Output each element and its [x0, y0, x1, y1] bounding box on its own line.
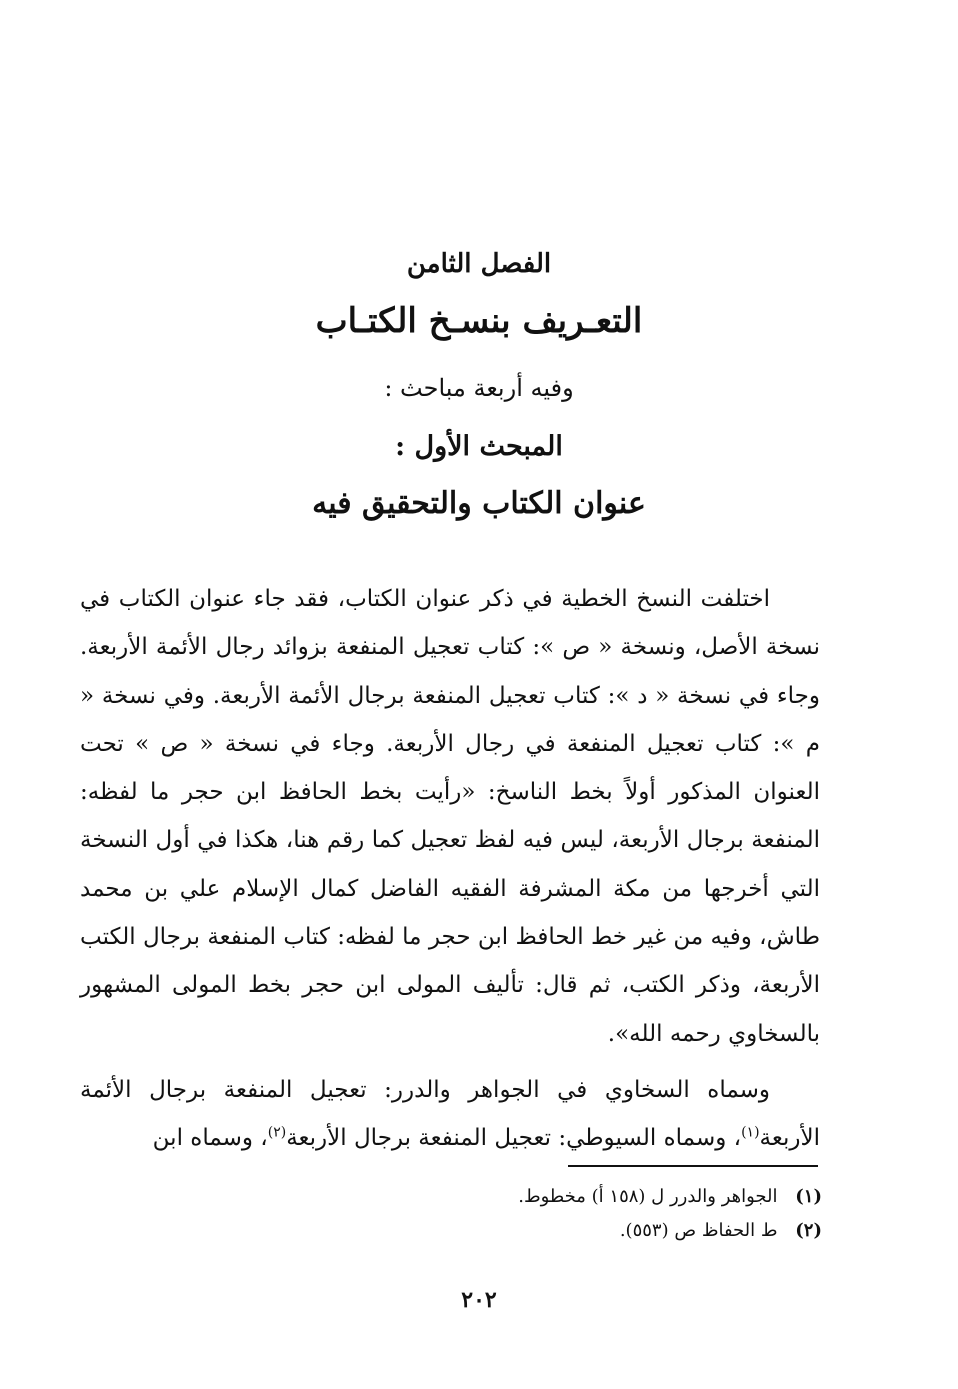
- chapter-label: الفصل الثامن: [406, 249, 552, 279]
- footnote-ref-2: (٢): [267, 1124, 287, 1141]
- page-number: ٢٠٢: [461, 1287, 497, 1313]
- body-text: [80, 575, 820, 1163]
- paragraph-1: اختلفت النسخ الخطية في ذكر عنوان الكتاب، فقد جاء عنوان الكتاب في نسخة الأصل، ونسخة « ص »: كتاب تعجيل المنفعة بزوائد رجال الأئمة الأربعة. وجاء في نسخة « د »: كتاب تعجيل المنفعة برجال الأئمة الأربعة. وفي نسخة « م »: كتاب تعجيل المنفعة في رجال الأربعة. وجاء في نسخة « ص » تحت العنوان المذكور أولاً بخط الناسخ: «رأيت بخط الحافظ ابن حجر ما لفظه: المنفعة برجال الأربعة، ليس فيه لفظ تعجيل كما رقم هنا، هكذا في أول النسخة التي أخرجها من مكة المشرفة الفقيه الفاضل كمال الإسلام علي بن محمد طاش، وفيه من غير خط الحافظ ابن حجر ما لفظه: كتاب المنفعة برجال الكتب الأربعة، وذكر الكتب، ثم قال: تأليف المولى ابن حجر بخط المولى المشهور بالسخاوي رحمه الله».: [80, 586, 820, 1047]
- footnote-ref-1: (١): [741, 1124, 760, 1141]
- footnote-2: [200, 1214, 822, 1248]
- section-title: عنوان الكتاب والتحقيق فيه: [312, 486, 646, 521]
- footnote-text: ط الحفاظ ص (٥٥٣).: [619, 1220, 778, 1241]
- footnotes: [200, 1180, 822, 1248]
- paragraph-2-part-1: وسماه السخاوي في الجواهر والدرر: تعجيل المنفعة برجال الأئمة الأربعة: [80, 1076, 820, 1152]
- chapter-headings: [0, 242, 958, 530]
- footnote-text: الجواهر والدرر ل (١٥٨ أ) مخطوط.: [518, 1186, 778, 1207]
- footnote-divider: [568, 1165, 818, 1167]
- footnote-number: (١): [795, 1186, 822, 1207]
- footnote-number: (٢): [795, 1220, 822, 1241]
- chapter-title: التعـريف بنسـخ الكتـاب: [315, 301, 643, 341]
- footnote-1: [200, 1180, 822, 1214]
- section-label: المبحث الأول :: [395, 431, 563, 462]
- paragraph-2-part-2: ، وسماه السيوطي: تعجيل المنفعة برجال الأربعة: [286, 1125, 742, 1152]
- paragraph-2-part-3: ، وسماه ابن: [152, 1125, 268, 1152]
- chapter-intro: وفيه أربعة مباحث :: [384, 374, 574, 402]
- paragraph-2: [80, 1066, 820, 1163]
